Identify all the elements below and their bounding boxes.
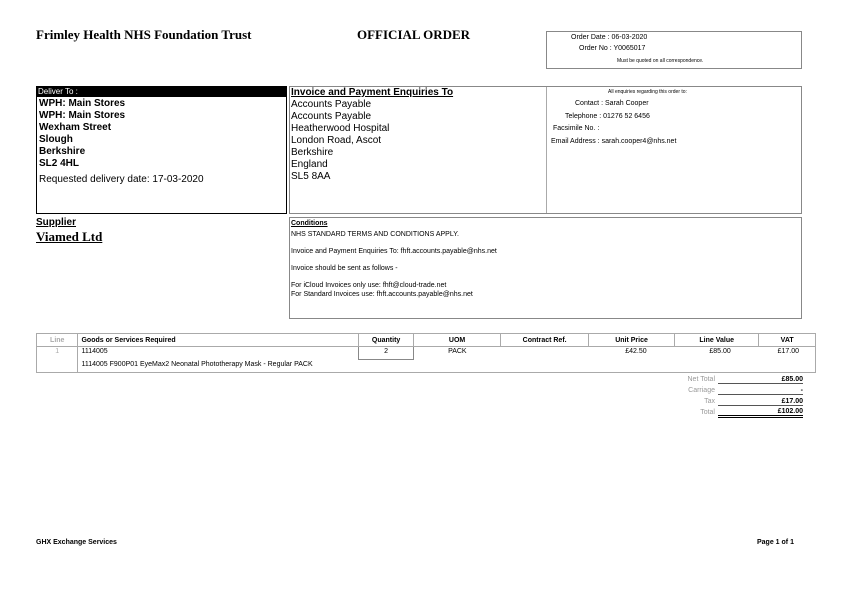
row-uom: PACK: [448, 348, 467, 355]
page-number: Page 1 of 1: [757, 539, 794, 546]
net-total-value: £85.00: [718, 376, 803, 384]
requested-delivery-date: Requested delivery date: 17-03-2020: [39, 174, 204, 185]
tax-value: £17.00: [718, 398, 803, 406]
order-date: Order Date : 06-03-2020: [571, 34, 648, 41]
net-total-label: Net Total: [687, 376, 715, 383]
condition-line: For Standard Invoices use: fhft.accounts.payable@nhs.net: [291, 290, 473, 298]
conditions-text: [291, 231, 497, 299]
row-code: 1114005: [81, 348, 108, 355]
tax-label: Tax: [704, 398, 715, 405]
row-vat: £17.00: [759, 347, 816, 360]
conditions-box: [289, 217, 802, 319]
deliver-line: SL2 4HL: [39, 158, 80, 169]
invoice-line: Accounts Payable: [291, 99, 372, 110]
invoice-line: Berkshire: [291, 147, 334, 158]
tax-row: [640, 396, 803, 407]
row-line-value: £85.00: [709, 348, 731, 355]
deliver-line: Slough: [39, 134, 73, 145]
contact-heading: All enquiries regarding this order to:: [608, 89, 687, 95]
col-line-value: Line Value: [675, 334, 759, 347]
col-quantity: Quantity: [359, 334, 414, 347]
contact-name: Contact : Sarah Cooper: [575, 100, 649, 107]
carriage-value: -: [718, 387, 803, 395]
row-quantity: 2: [359, 347, 414, 360]
deliver-line: Wexham Street: [39, 122, 112, 133]
conditions-heading: Conditions: [291, 220, 328, 227]
order-number: Order No : Y0065017: [579, 45, 646, 52]
condition-line: NHS STANDARD TERMS AND CONDITIONS APPLY.: [291, 231, 459, 238]
net-total-row: [640, 374, 803, 385]
supplier-heading: Supplier: [36, 217, 77, 228]
deliver-line: WPH: Main Stores: [39, 98, 126, 109]
col-contract-ref: Contract Ref.: [501, 334, 589, 347]
divider: [546, 87, 547, 213]
table-header-row: [37, 334, 816, 347]
invoice-line: SL5 8AA: [291, 171, 331, 182]
deliver-line: WPH: Main Stores: [39, 110, 126, 121]
condition-line: For iCloud Invoices only use: fhft@cloud-trade.net: [291, 282, 447, 289]
table-row-desc: [37, 360, 816, 373]
invoice-line: London Road, Ascot: [291, 135, 382, 146]
deliver-address: [39, 98, 125, 170]
invoice-address: [291, 99, 389, 183]
col-unit-price: Unit Price: [588, 334, 674, 347]
invoice-line: Heatherwood Hospital: [291, 123, 390, 134]
invoice-heading: Invoice and Payment Enquiries To: [291, 87, 454, 98]
footer-left: GHX Exchange Services: [36, 539, 117, 546]
contact-email: Email Address : sarah.cooper4@nhs.net: [551, 138, 677, 145]
condition-line: [291, 240, 497, 249]
row-line-no: 1: [37, 347, 78, 360]
total-row: [640, 407, 803, 418]
col-goods: Goods or Services Required: [78, 334, 359, 347]
total-label: Total: [700, 409, 715, 416]
deliver-to-box: [36, 86, 287, 214]
order-info-box: [546, 31, 802, 69]
contact-fax: Facsimile No. :: [553, 125, 600, 132]
invoice-box: [289, 86, 802, 214]
supplier-name: Viamed Ltd: [36, 229, 103, 244]
items-table: [36, 333, 816, 373]
col-vat: VAT: [759, 334, 816, 347]
invoice-line: Accounts Payable: [291, 111, 372, 122]
total-value: £102.00: [718, 408, 803, 418]
col-line: Line: [37, 334, 78, 347]
deliver-line: Berkshire: [39, 146, 86, 157]
totals-block: [640, 374, 803, 418]
condition-line: Invoice and Payment Enquiries To: fhft.accounts.payable@nhs.net: [291, 248, 497, 255]
condition-line: [291, 257, 497, 266]
deliver-to-heading: Deliver To :: [37, 87, 287, 97]
contact-telephone: Telephone : 01276 52 6456: [565, 113, 650, 120]
carriage-label: Carriage: [688, 387, 715, 394]
order-note: Must be quoted on all correspondence.: [617, 58, 704, 64]
condition-line: Invoice should be sent as follows -: [291, 265, 398, 272]
col-uom: UOM: [413, 334, 500, 347]
row-contract: [501, 347, 589, 360]
row-description: 1114005 F900P01 EyeMax2 Neonatal Phototherapy Mask - Regular PACK: [78, 360, 816, 373]
carriage-row: [640, 385, 803, 396]
condition-line: [291, 274, 497, 283]
row-unit-price: £42.50: [625, 348, 647, 355]
trust-name: Frimley Health NHS Foundation Trust: [36, 27, 252, 42]
document-title: OFFICIAL ORDER: [357, 27, 471, 42]
invoice-line: England: [291, 159, 328, 170]
table-row: [37, 347, 816, 360]
